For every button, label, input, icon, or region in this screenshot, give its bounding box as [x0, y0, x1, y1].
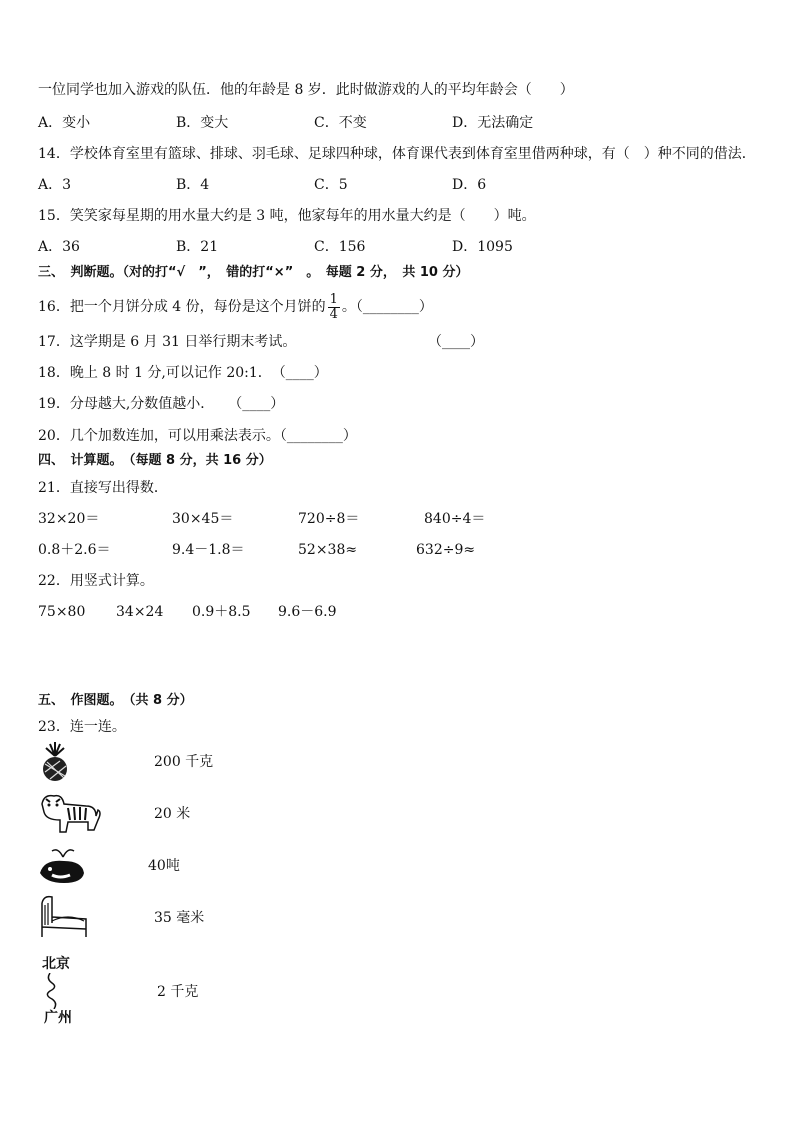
q14-option-d: D．6 [452, 177, 487, 193]
q21-r1-c1: 32×20＝ [38, 511, 100, 527]
q22-item-1: 75×80 [38, 604, 86, 620]
tiger-icon [38, 790, 102, 840]
q19-text: 19．分母越大,分数值越小． （____） [38, 396, 285, 412]
q13-option-c: C．不变 [314, 115, 367, 131]
q21-text: 21．直接写出得数． [38, 480, 168, 496]
q21-r2-c4: 632÷9≈ [416, 542, 476, 558]
q22-item-3: 0.9＋8.5 [192, 604, 251, 620]
section3-title: 三、 判断题。（对的打“√ ”， 错的打“×” 。 每题 2 分， 共 10 分） [38, 265, 469, 280]
q13-text: 一位同学也加入游戏的队伍．他的年龄是 8 岁．此时做游戏的人的平均年龄会（ ） [38, 82, 574, 98]
q21-r1-c2: 30×45＝ [172, 511, 234, 527]
q21-r2-c2: 9.4－1.8＝ [172, 542, 245, 558]
whale-icon [38, 843, 88, 891]
q21-r2-c1: 0.8＋2.6＝ [38, 542, 111, 558]
q17-text: 17．这学期是 6 月 31 日举行期末考试。 [38, 334, 297, 350]
map-label-beijing: 北京 [42, 956, 70, 972]
q15-option-b: B．21 [176, 239, 219, 255]
q22-item-2: 34×24 [116, 604, 164, 620]
q22-text: 22．用竖式计算。 [38, 573, 154, 589]
q20-text: 20．几个加数连加，可以用乘法表示。（________） [38, 428, 357, 444]
q22-item-4: 9.6－6.9 [278, 604, 337, 620]
q23-label-5: 2 千克 [157, 984, 199, 1000]
q18-text: 18．晚上 8 时 1 分,可以记作 20:1． （____） [38, 365, 328, 381]
q16-after: 。（________） [341, 299, 433, 315]
q23-label-2: 20 米 [154, 806, 191, 822]
map-label-guangzhou: 广州 [44, 1010, 72, 1026]
q23-text: 23．连一连。 [38, 719, 126, 735]
q21-r2-c3: 52×38≈ [298, 542, 358, 558]
q15-option-a: A．36 [38, 239, 80, 255]
q16-fraction [328, 293, 340, 322]
q17-blank: （____） [428, 334, 484, 350]
q13-option-d: D．无法确定 [452, 115, 534, 131]
q14-option-a: A．3 [38, 177, 72, 193]
q14-option-c: C．5 [314, 177, 348, 193]
section4-title: 四、 计算题。 （每题 8 分，共 16 分） [38, 453, 272, 468]
section5-title: 五、 作图题。 （共 8 分） [38, 693, 193, 708]
bed-icon [38, 893, 90, 945]
q13-option-a: A．变小 [38, 115, 91, 131]
q21-r1-c3: 720÷8＝ [298, 511, 360, 527]
map-route-icon [38, 955, 88, 1027]
q16-denominator: 4 [329, 306, 338, 322]
q21-r1-c4: 840÷4＝ [424, 511, 486, 527]
q15-option-c: C．156 [314, 239, 366, 255]
q15-text: 15．笑笑家每星期的用水量大约是 3 吨，他家每年的用水量大约是（ ）吨。 [38, 208, 536, 224]
q15-option-d: D．1095 [452, 239, 513, 255]
pineapple-icon [38, 742, 72, 786]
q13-option-b: B．变大 [176, 115, 229, 131]
q14-option-b: B．4 [176, 177, 210, 193]
q16-before: 16．把一个月饼分成 4 份，每份是这个月饼的 [38, 299, 326, 315]
q23-label-3: 40吨 [148, 858, 180, 874]
q23-label-4: 35 毫米 [154, 910, 205, 926]
q16-numerator: 1 [329, 291, 338, 307]
q14-text: 14．学校体育室里有篮球、排球、羽毛球、足球四种球，体育课代表到体育室里借两种球，有（ ）种不同的借法． [38, 146, 756, 162]
q23-label-1: 200 千克 [154, 754, 214, 770]
q16-text [38, 292, 433, 322]
